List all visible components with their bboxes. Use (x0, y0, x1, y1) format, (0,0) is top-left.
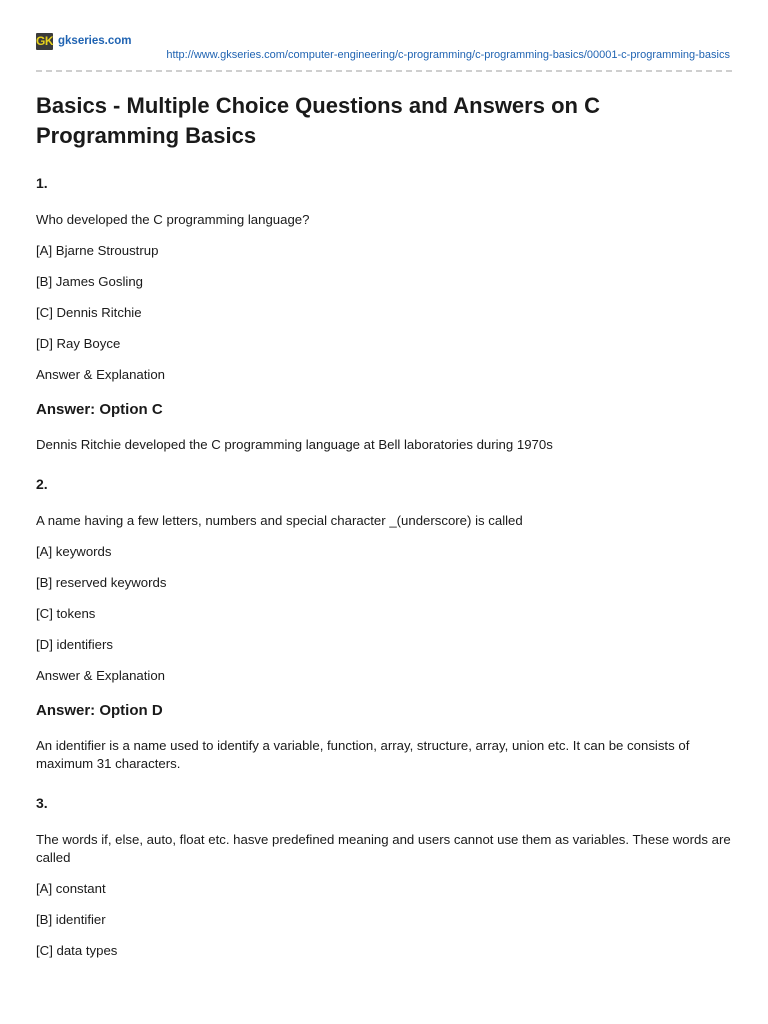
option-c: [C] data types (36, 943, 118, 958)
page-header (36, 32, 732, 61)
option-c: [C] tokens (36, 606, 96, 621)
page-title: Basics - Multiple Choice Questions and Answers on C Programming Basics (36, 93, 600, 148)
option-a: [A] constant (36, 881, 106, 896)
question-text: A name having a few letters, numbers and special character _(underscore) is called (36, 513, 523, 528)
option-b: [B] reserved keywords (36, 575, 167, 590)
site-link[interactable]: gkseries.com (58, 35, 132, 47)
question-text: Who developed the C programming language? (36, 212, 310, 227)
gkseries-logo: GK (36, 33, 53, 48)
question-number: 2. (36, 476, 48, 492)
question-number: 1. (36, 175, 48, 191)
question-block (36, 175, 736, 454)
page-url-link[interactable]: http://www.gkseries.com/computer-engineering/c-programming/c-programming-basics/00001-c-programming-basics (166, 49, 730, 61)
option-d: [D] identifiers (36, 637, 113, 652)
question-number: 3. (36, 795, 48, 811)
document-body (36, 91, 736, 960)
option-b: [B] identifier (36, 912, 106, 927)
option-d: [D] Ray Boyce (36, 336, 121, 351)
question-block (36, 476, 736, 773)
answer-explanation-link[interactable]: Answer & Explanation (36, 367, 166, 382)
answer-heading: Answer: Option C (36, 401, 163, 418)
option-c: [C] Dennis Ritchie (36, 305, 142, 320)
question-text: The words if, else, auto, float etc. hasve predefined meaning and users cannot use them as variables. These words are called (36, 832, 731, 865)
header-divider (36, 70, 732, 72)
explanation-text: An identifier is a name used to identify a variable, function, array, structure, array, union etc. It can be consists of maximum 31 characters. (36, 738, 690, 771)
question-block (36, 795, 736, 960)
option-a: [A] Bjarne Stroustrup (36, 243, 159, 258)
answer-heading: Answer: Option D (36, 702, 163, 719)
explanation-text: Dennis Ritchie developed the C programming language at Bell laboratories during 1970s (36, 437, 553, 452)
answer-explanation-link[interactable]: Answer & Explanation (36, 668, 166, 683)
option-b: [B] James Gosling (36, 274, 144, 289)
option-a: [A] keywords (36, 544, 112, 559)
